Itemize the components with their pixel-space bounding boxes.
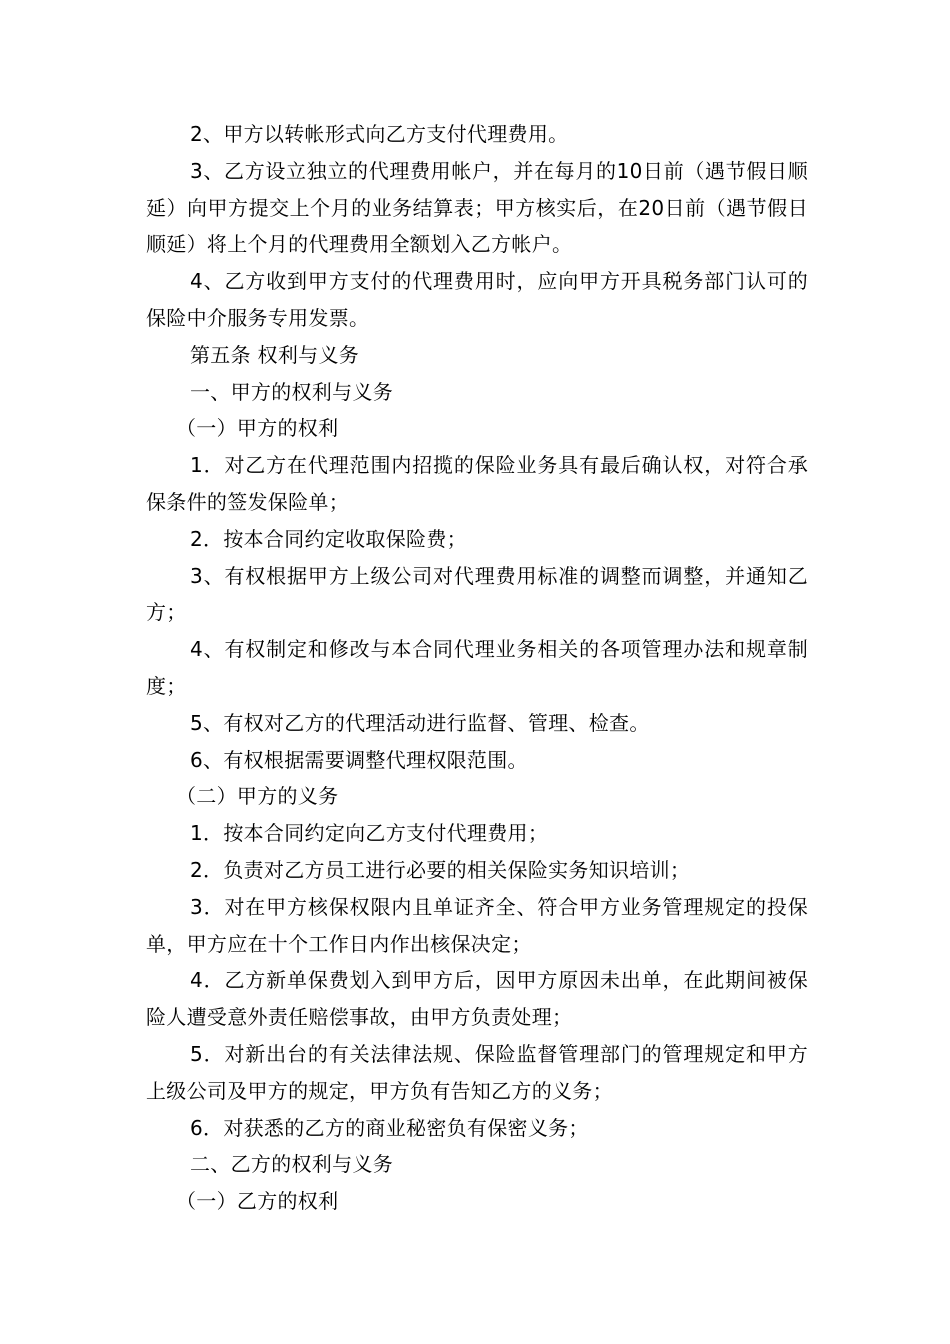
list-item: 2．负责对乙方员工进行必要的相关保险实务知识培训； <box>190 857 691 882</box>
subsection-party-a-rights: （一）甲方的权利 <box>176 416 339 441</box>
paragraph-invoice: 4、乙方收到甲方支付的代理费用时，应向甲方开具税务部门认可的保险中介服务专用发票。 <box>146 269 808 330</box>
list-item: 1．对乙方在代理范围内招揽的保险业务具有最后确认权，对符合承保条件的签发保险单； <box>146 453 808 514</box>
list-item: 4、有权制定和修改与本合同代理业务相关的各项管理办法和规章制度； <box>146 637 808 698</box>
article-five-heading: 第五条 权利与义务 <box>190 342 360 367</box>
section-party-b-heading: 二、乙方的权利与义务 <box>190 1152 393 1177</box>
section-party-a-heading: 一、甲方的权利与义务 <box>190 379 393 404</box>
list-item: 1．按本合同约定向乙方支付代理费用； <box>190 821 549 846</box>
list-item: 5．对新出台的有关法律法规、保险监督管理部门的管理规定和甲方上级公司及甲方的规定，甲方负有告知乙方的义务； <box>146 1041 808 1103</box>
list-item: 3、有权根据甲方上级公司对代理费用标准的调整而调整，并通知乙方； <box>146 563 808 625</box>
paragraph-payment-transfer: 2、甲方以转帐形式向乙方支付代理费用。 <box>190 122 569 146</box>
list-item: 2．按本合同约定收取保险费； <box>190 526 467 551</box>
document-body <box>146 116 808 1220</box>
list-item: 6．对获悉的乙方的商业秘密负有保密义务； <box>190 1115 589 1140</box>
list-item: 5、有权对乙方的代理活动进行监督、管理、检查。 <box>190 710 650 735</box>
subsection-party-b-rights: （一）乙方的权利 <box>176 1189 339 1214</box>
paragraph-fee-account: 3、乙方设立独立的代理费用帐户，并在每月的10日前（遇节假日顺延）向甲方提交上个月的业务结算表；甲方核实后，在20日前（遇节假日顺延）将上个月的代理费用全额划入乙方帐户。 <box>146 158 808 257</box>
list-item: 4．乙方新单保费划入到甲方后，因甲方原因未出单，在此期间被保险人遭受意外责任赔偿事故，由甲方负责处理； <box>146 968 808 1030</box>
list-item: 6、有权根据需要调整代理权限范围。 <box>190 747 528 772</box>
list-item: 3．对在甲方核保权限内且单证齐全、符合甲方业务管理规定的投保单，甲方应在十个工作日内作出核保决定； <box>146 894 808 956</box>
subsection-party-a-obligations: （二）甲方的义务 <box>176 784 339 809</box>
